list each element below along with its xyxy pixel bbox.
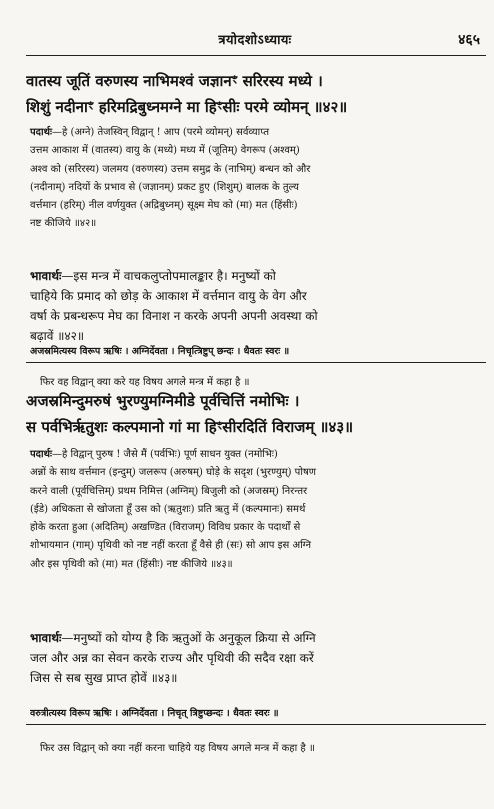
para-line: (ईडे) अधिकता से खोजता हूँ उस को (ऋतुशः) प्रति ऋतु में (कल्पमानः) समर्थ xyxy=(30,503,306,515)
bhavartha-label: भावार्थः xyxy=(30,269,62,283)
mantra-43 xyxy=(26,388,486,440)
mantra-line: शिशुं नदीनाꣳ हरिमद्रिबुध्नमग्ने मा हिꣳसीः परमे व्योमन् ॥४२॥ xyxy=(26,98,348,116)
para-line: —इस मन्त्र में वाचकलुप्तोपमालङ्कार है। मनुष्यों को xyxy=(61,269,276,283)
padartha-label: पदार्थः xyxy=(30,127,52,138)
chapter-title: त्रयोदशोऽध्यायः xyxy=(218,33,292,48)
para-line: अन्नों के साथ वर्त्तमान (इन्दुम्) जलरूप (अरुषम्) घोड़े के सदृश (भुरण्युम्) पोषण xyxy=(30,467,316,479)
para-line: करने वाली (पूर्वचित्तिम्) प्रथम निमित्त (अग्निम्) बिजुली को (अजस्रम्) निरन्तर xyxy=(30,485,308,497)
para-line: वर्त्तमान (हरिम्) नील वर्णयुक्त (अद्रिबुध्नम्) सूक्ष्म मेघ को (मा) मत (हिंसीः) xyxy=(30,200,298,212)
para-line: अश्व को (सरिरस्य) जलमय (वरुणस्य) उत्तम समुद्र के (नाभिम्) बन्धन को और xyxy=(30,163,311,175)
bhavartha-42 xyxy=(30,266,484,346)
mantra-line: वातस्य जूतिं वरुणस्य नाभिमश्वं जज्ञानꣳ सरिरस्य मध्ये । xyxy=(26,72,323,90)
para-line: (नदीनाम्) नदियों के प्रभाव से (जज्ञानम्) प्रकट हुए (शिशुम्) बालक के तुल्य xyxy=(30,181,299,193)
rishi-devata-line-42: अजस्रमित्यस्य विरूप ऋषिः । अग्निर्देवता । निचृत्त्रिष्टुप् छन्दः । धैवतः स्वरः ॥ xyxy=(30,346,290,357)
section-rule xyxy=(26,724,486,725)
para-line: चाहिये कि प्रमाद को छोड़ के आकाश में वर्त्तमान वायु के वेग और xyxy=(30,289,307,303)
para-line: बढ़ावें ॥४२॥ xyxy=(30,329,85,343)
para-line: वर्षा के प्रबन्धरूप मेघ का विनाश न करके अपनी अपनी अवस्था को xyxy=(30,309,318,323)
mantra-line: अजस्रमिन्दुमरुषं भुरण्युमग्निमीडे पूर्वचित्तिं नमोभिः । xyxy=(26,392,300,410)
rishi-devata-line-43: वरुत्रीत्यस्य विरूप ऋषिः । अग्निर्देवता । निचृत् त्रिष्टुप्छन्दः । धैवतः स्वरः ॥ xyxy=(30,708,279,719)
para-line: —मनुष्यों को योग्य है कि ऋतुओं के अनुकूल क्रिया से अग्नि xyxy=(61,631,316,645)
header-rule xyxy=(26,55,486,56)
page-number: ४६५ xyxy=(458,32,480,48)
section-rule xyxy=(26,362,486,363)
padartha-42 xyxy=(30,124,484,234)
para-line: और इस पृथिवी को (मा) मत (हिंसीः) नष्ट कीजिये ॥४३॥ xyxy=(30,558,233,570)
para-line: जल और अन्न का सेवन करके राज्य और पृथिवी की सदैव रक्षा करें xyxy=(30,651,314,665)
padartha-43 xyxy=(30,446,484,574)
page-header xyxy=(30,30,480,52)
para-line: —हे (अग्ने) तेजस्विन् विद्वान् ! आप (परमे व्योमन्) सर्वव्याप्त xyxy=(52,127,270,138)
para-line: शोभायमान (गाम्) पृथिवी को नष्ट नहीं करता हूँ वैसे ही (सः) सो आप इस अग्नि xyxy=(30,540,312,552)
para-line: नष्ट कीजिये ॥४२॥ xyxy=(30,218,97,230)
para-line: होके करता हुआ (अदितिम्) अखण्डित (विराजम्) विविध प्रकार के पदार्थों से xyxy=(30,522,301,534)
para-line: —हे विद्वान् पुरुष ! जैसे मैं (पर्वभिः) पूर्ण साधन युक्त (नमोभिः) xyxy=(52,449,278,460)
bhavartha-43 xyxy=(30,628,484,688)
bhavartha-label: भावार्थः xyxy=(30,631,62,645)
intro-line-43: फिर वह विद्वान् क्या करे यह विषय अगले मन्त्र में कहा है ॥ xyxy=(40,377,250,388)
para-line: उत्तम आकाश में (वातस्य) वायु के (मध्ये) मध्य में (जूतिम्) वेगरूप (अश्वम्) xyxy=(30,145,300,157)
mantra-line: स पर्वभिर्ऋतुशः कल्पमानो गां मा हिꣳसीरदितिं विराजम् ॥४३॥ xyxy=(26,418,354,436)
intro-line-44: फिर उस विद्वान् को क्या नहीं करना चाहिये यह विषय अगले मन्त्र में कहा है ॥ xyxy=(40,743,315,754)
para-line: जिस से सब सुख प्राप्त होवें ॥४३॥ xyxy=(30,671,178,685)
padartha-label: पदार्थः xyxy=(30,449,52,460)
mantra-42 xyxy=(26,68,486,120)
